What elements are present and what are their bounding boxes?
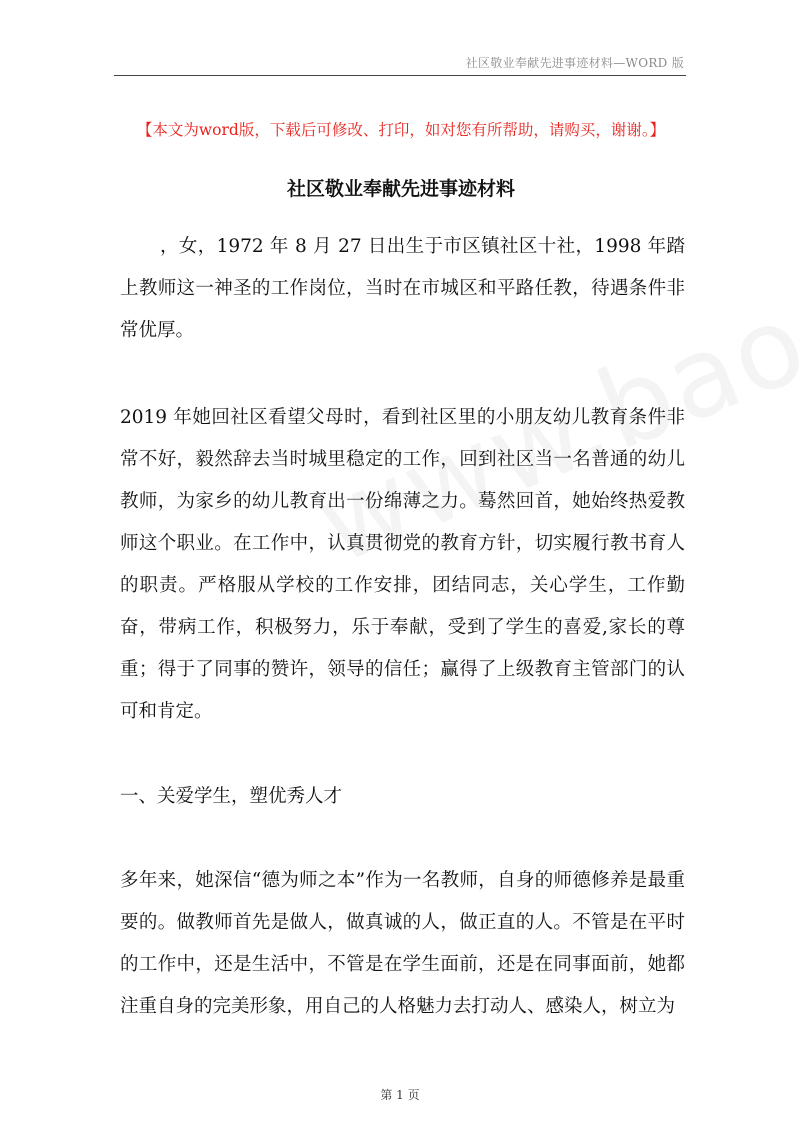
header-divider xyxy=(114,75,686,76)
running-header: 社区敬业奉献先进事迹材料—WORD 版 xyxy=(465,56,684,70)
paragraph-intro: ，女，1972 年 8 月 27 日出生于市区镇社区十社，1998 年踏上教师这一神圣的工作岗位，当时在市城区和平路任教，待遇条件非常优厚。 xyxy=(120,236,685,341)
section-heading: 一、关爱学生，塑优秀人才 xyxy=(120,786,343,807)
paragraph-ethics: 多年来，她深信“德为师之本”作为一名教师，自身的师德修养是最重要的。做教师首先是做人，做真诚的人，做正直的人。不管是在平时的工作中，还是生活中，不管是在学生面前，还是在同事面前，她都注重自身的完美形象，用自己的人格魅力去打动人、感染人，树立为 xyxy=(120,870,685,1017)
page-title: 社区敬业奉献先进事迹材料 xyxy=(286,178,515,200)
purchase-notice: 【本文为word版，下载后可修改、打印，如对您有所帮助，请购买，谢谢。】 xyxy=(136,121,666,139)
page-number: 第 1 页 xyxy=(380,1088,420,1102)
paragraph-career: 2019 年她回社区看望父母时，看到社区里的小朋友幼儿教育条件非常不好，毅然辞去当时城里稳定的工作，回到社区当一名普通的幼儿教师，为家乡的幼儿教育出一份绵薄之力。蓦然回首，她始终热爱教师这个职业。在工作中，认真贯彻党的教育方针，切实履行教书育人的职责。严格服从学校的工作安排，团结同志，关心学生，工作勤奋，带病工作，积极努力，乐于奉献，受到了学生的喜爱,家长的尊重；得于了同事的赞许，领导的信任；赢得了上级教育主管部门的认可和肯定。 xyxy=(120,407,685,722)
